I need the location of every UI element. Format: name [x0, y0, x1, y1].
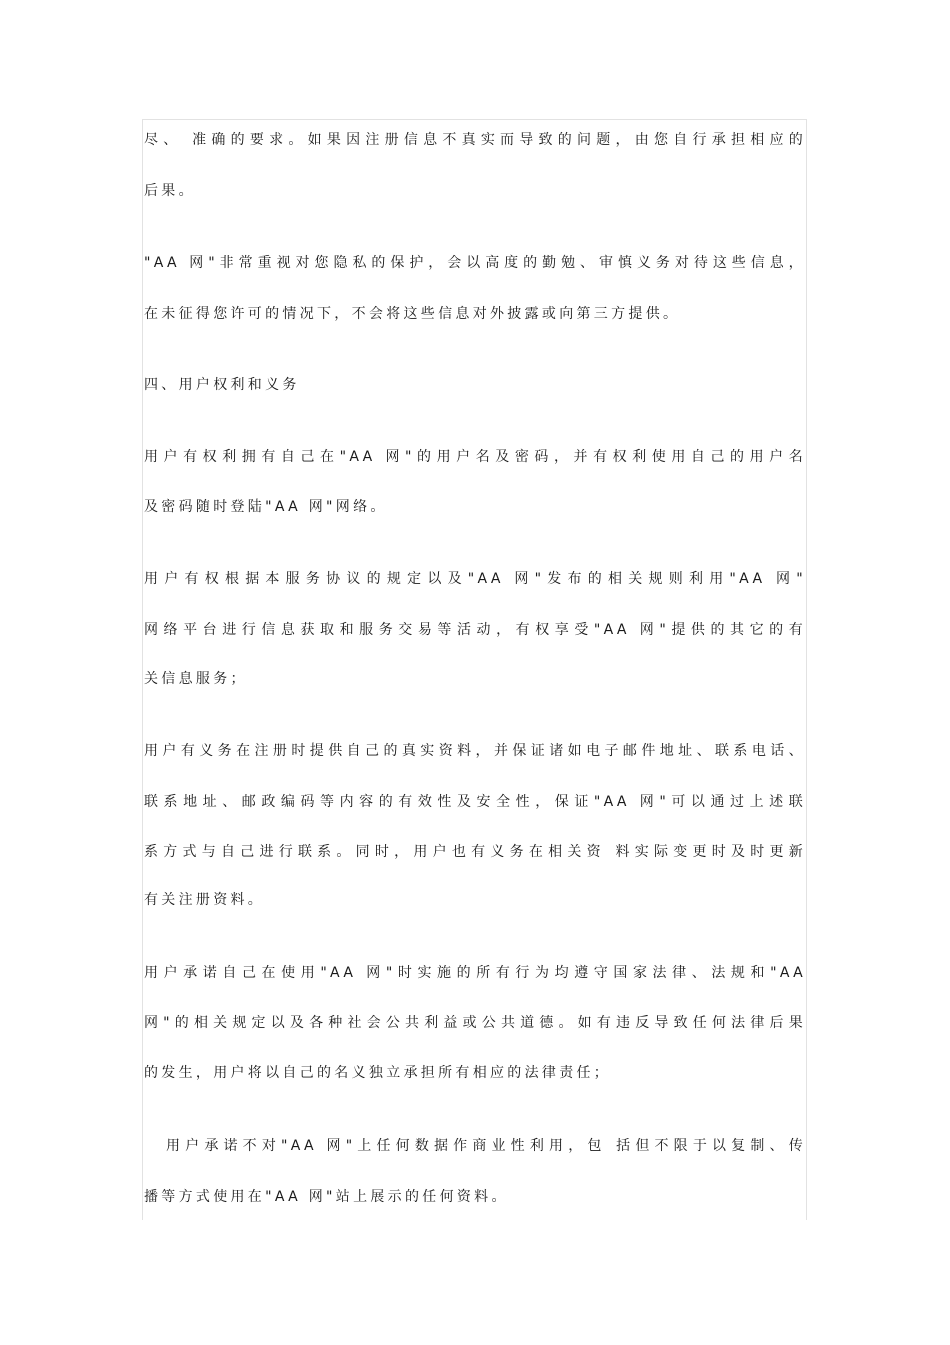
paragraph-line: 及密码随时登陆"AA 网"网络。	[144, 499, 388, 515]
paragraph-line: 用户有权利拥有自己在"AA 网"的用户名及密码，并有权利使用自己的用户名	[144, 449, 806, 465]
paragraph-line: 联系地址、邮政编码等内容的有效性及安全性，保证"AA 网"可以通过上述联	[144, 794, 806, 810]
paragraph-line: 尽、 准确的要求。如果因注册信息不真实而导致的问题，由您自行承担相应的	[144, 132, 806, 148]
paragraph-line: 用户承诺不对"AA 网"上任何数据作商业性利用，包 括但不限于以复制、传	[166, 1138, 806, 1154]
paragraph-line: 的发生，用户将以自己的名义独立承担所有相应的法律责任；	[144, 1065, 612, 1081]
paragraph-line: 关信息服务；	[144, 671, 248, 687]
paragraph-line: "AA 网"非常重视对您隐私的保护，会以高度的勤勉、审慎义务对待这些信息，	[144, 255, 806, 271]
paragraph-line: 系方式与自己进行联系。同时，用户也有义务在相关资 料实际变更时及时更新	[144, 844, 806, 860]
paragraph-line: 后果。	[144, 183, 196, 199]
section-heading: 四、用户权利和义务	[144, 377, 300, 393]
paragraph-line: 有关注册资料。	[144, 892, 266, 908]
paragraph-line: 在未征得您许可的情况下，不会将这些信息对外披露或向第三方提供。	[144, 306, 681, 322]
paragraph-line: 播等方式使用在"AA 网"站上展示的任何资料。	[144, 1189, 509, 1205]
paragraph-line: 用户有义务在注册时提供自己的真实资料，并保证诸如电子邮件地址、联系电话、	[144, 743, 806, 759]
paragraph-line: 用户承诺自己在使用"AA 网"时实施的所有行为均遵守国家法律、法规和"AA	[144, 965, 806, 981]
paragraph-line: 用户有权根据本服务协议的规定以及"AA 网"发布的相关规则利用"AA 网"	[144, 571, 806, 587]
paragraph-line: 网络平台进行信息获取和服务交易等活动，有权享受"AA 网"提供的其它的有	[144, 622, 806, 638]
paragraph-line: 网"的相关规定以及各种社会公共利益或公共道德。如有违反导致任何法律后果	[144, 1015, 806, 1031]
